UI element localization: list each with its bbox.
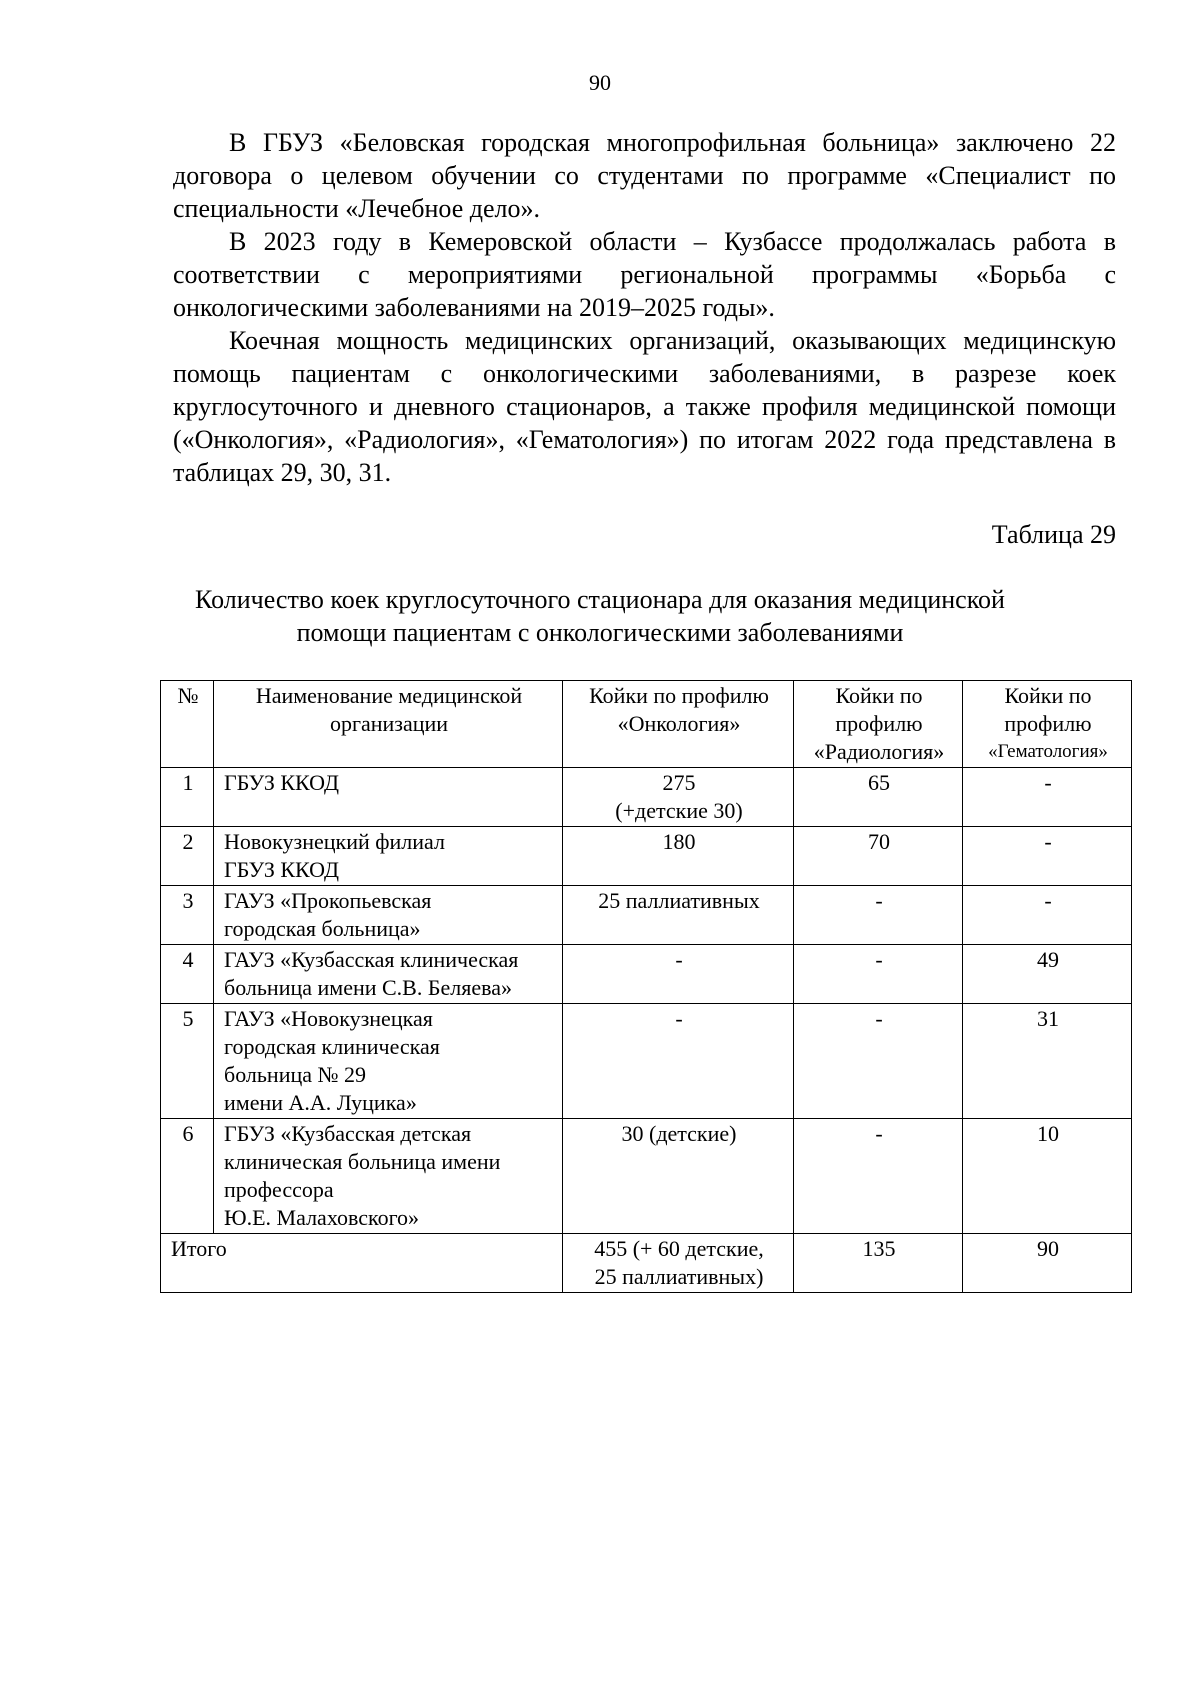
cell-onco	[563, 1119, 794, 1234]
cell-line: 455 (+ 60 детские,	[594, 1236, 764, 1261]
cell-hema: 10	[963, 1119, 1132, 1234]
cell-num: 6	[161, 1119, 214, 1234]
header-radio: Койки по профилю «Радиология»	[794, 681, 963, 768]
cell-line: -	[675, 1006, 683, 1031]
cell-line: профессора	[224, 1177, 334, 1202]
table-header-row	[161, 681, 1132, 768]
table-row	[161, 886, 1132, 945]
table-row	[161, 827, 1132, 886]
cell-line: 25 паллиативных	[598, 888, 760, 913]
cell-total-radio: 135	[794, 1234, 963, 1293]
cell-line: 275	[662, 770, 696, 795]
cell-line: больница имени С.В. Беляева»	[224, 975, 512, 1000]
cell-organization	[214, 886, 563, 945]
table-row	[161, 768, 1132, 827]
cell-total-hema: 90	[963, 1234, 1132, 1293]
cell-organization	[214, 1119, 563, 1234]
cell-total-onco	[563, 1234, 794, 1293]
cell-total-label: Итого	[161, 1234, 563, 1293]
cell-line: клиническая больница имени	[224, 1149, 501, 1174]
cell-onco	[563, 827, 794, 886]
cell-line: больница № 29	[224, 1062, 366, 1087]
cell-num: 3	[161, 886, 214, 945]
header-onco: Койки по профилю «Онкология»	[563, 681, 794, 768]
cell-hema: -	[963, 886, 1132, 945]
table-caption	[150, 583, 1050, 649]
table-total-row	[161, 1234, 1132, 1293]
table-label: Таблица 29	[991, 520, 1116, 549]
cell-line: имени А.А. Луцика»	[224, 1090, 417, 1115]
header-name: Наименование медицинской организации	[214, 681, 563, 768]
cell-hema: -	[963, 768, 1132, 827]
cell-radio: 65	[794, 768, 963, 827]
cell-onco	[563, 886, 794, 945]
cell-line: ГБУЗ ККОД	[224, 770, 339, 795]
cell-line: городская больница»	[224, 916, 421, 941]
cell-organization	[214, 827, 563, 886]
cell-line: ГАУЗ «Новокузнецкая	[224, 1006, 433, 1031]
beds-table	[160, 680, 1132, 1293]
body-text	[173, 126, 1116, 489]
cell-hema: 31	[963, 1004, 1132, 1119]
cell-num: 2	[161, 827, 214, 886]
cell-hema: 49	[963, 945, 1132, 1004]
header-num: №	[161, 681, 214, 768]
cell-num: 1	[161, 768, 214, 827]
header-hema: Койки по профилю «Гематология»	[963, 681, 1132, 768]
cell-line: Ю.Е. Малаховского»	[224, 1205, 420, 1230]
cell-line: ГАУЗ «Прокопьевская	[224, 888, 432, 913]
cell-line: 180	[662, 829, 696, 854]
cell-line: (+детские 30)	[615, 798, 743, 823]
paragraph-3: Коечная мощность медицинских организаций, оказывающих медицинскую помощь пациентам с онкологическими заболеваниями, в разрезе коек круглосуточного и дневного стационаров, а также профиля медицинской помощи («Онкология», «Радиология», «Гематология») по итогам 2022 года представлена в таблицах 29, 30, 31.	[173, 326, 1116, 487]
cell-radio: -	[794, 1119, 963, 1234]
cell-line: 30 (детские)	[621, 1121, 737, 1146]
paragraph-2: В 2023 году в Кемеровской области – Кузбассе продолжалась работа в соответствии с мероприятиями региональной программы «Борьба с онкологическими заболеваниями на 2019–2025 годы».	[173, 227, 1116, 322]
cell-hema: -	[963, 827, 1132, 886]
cell-line: ГБУЗ «Кузбасская детская	[224, 1121, 472, 1146]
cell-line: ГАУЗ «Кузбасская клиническая	[224, 947, 519, 972]
cell-organization	[214, 1004, 563, 1119]
cell-radio: -	[794, 1004, 963, 1119]
cell-onco	[563, 768, 794, 827]
cell-num: 5	[161, 1004, 214, 1119]
cell-organization	[214, 945, 563, 1004]
cell-line: 25 паллиативных)	[594, 1264, 764, 1289]
table-caption-line: Количество коек круглосуточного стационара для оказания медицинской	[195, 585, 1005, 614]
table-row	[161, 1004, 1132, 1119]
cell-line: ГБУЗ ККОД	[224, 857, 339, 882]
table-caption-line: помощи пациентам с онкологическими заболеваниями	[296, 618, 904, 647]
cell-radio: -	[794, 886, 963, 945]
paragraph-1: В ГБУЗ «Беловская городская многопрофильная больница» заключено 22 договора о целевом обучении со студентами по программе «Специалист по специальности «Лечебное дело».	[173, 128, 1116, 223]
cell-line: -	[675, 947, 683, 972]
cell-onco	[563, 945, 794, 1004]
table-row	[161, 1119, 1132, 1234]
cell-onco	[563, 1004, 794, 1119]
cell-radio: 70	[794, 827, 963, 886]
cell-radio: -	[794, 945, 963, 1004]
page-number: 90	[589, 70, 611, 95]
table-row	[161, 945, 1132, 1004]
cell-num: 4	[161, 945, 214, 1004]
cell-organization	[214, 768, 563, 827]
cell-line: Новокузнецкий филиал	[224, 829, 445, 854]
cell-line: городская клиническая	[224, 1034, 440, 1059]
